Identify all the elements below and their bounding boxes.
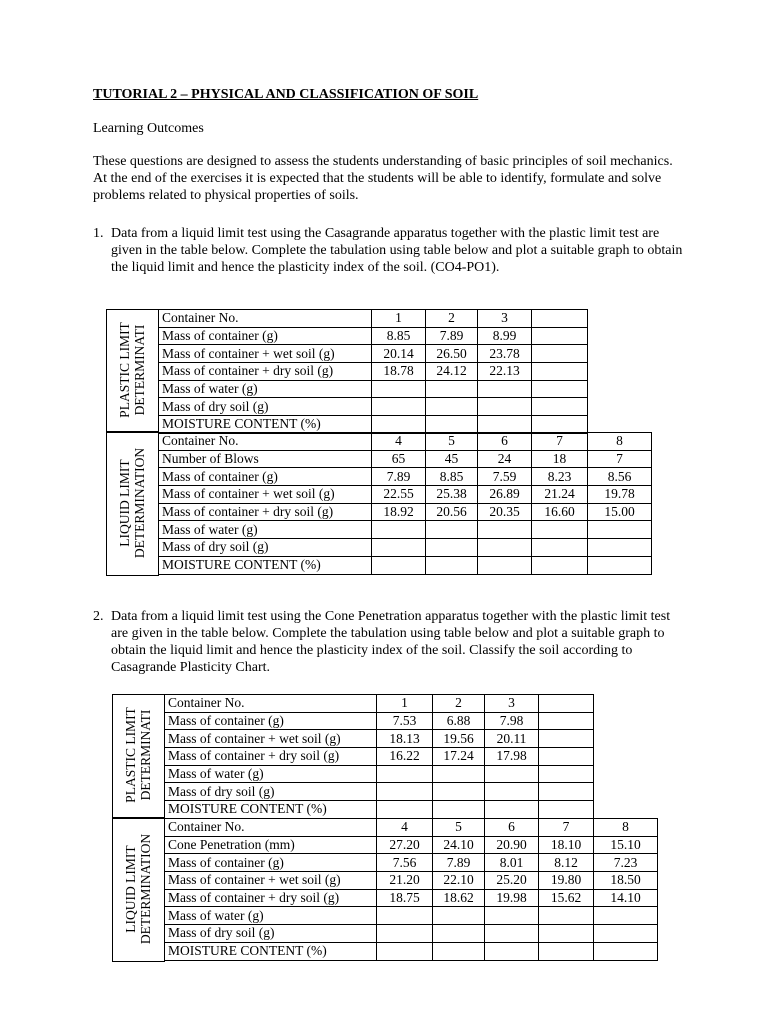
table-row bbox=[159, 345, 588, 363]
value-cell: 19.80 bbox=[539, 872, 594, 890]
value-cell bbox=[532, 556, 588, 574]
value-cell: 5 bbox=[433, 819, 485, 837]
value-cell: 17.24 bbox=[433, 748, 485, 766]
empty-cell bbox=[539, 801, 594, 819]
plastic-label-box bbox=[112, 694, 165, 818]
table-row bbox=[159, 503, 652, 521]
value-cell: 20.35 bbox=[478, 503, 532, 521]
value-cell bbox=[372, 398, 426, 416]
row-label: Mass of dry soil (g) bbox=[159, 539, 372, 557]
side-label-line-1: LIQUID LIMIT bbox=[123, 845, 138, 933]
table-row bbox=[165, 783, 594, 801]
value-cell: 2 bbox=[426, 310, 478, 328]
table-row bbox=[165, 712, 594, 730]
value-cell: 1 bbox=[377, 695, 433, 713]
value-cell: 1 bbox=[372, 310, 426, 328]
empty-cell bbox=[532, 416, 588, 434]
value-cell: 5 bbox=[426, 433, 478, 451]
value-cell bbox=[377, 907, 433, 925]
value-cell bbox=[594, 907, 658, 925]
value-cell bbox=[433, 783, 485, 801]
value-cell: 20.56 bbox=[426, 503, 478, 521]
value-cell: 18.92 bbox=[372, 503, 426, 521]
table-row bbox=[165, 925, 658, 943]
value-cell bbox=[594, 942, 658, 960]
value-cell: 18.62 bbox=[433, 889, 485, 907]
table-row bbox=[165, 765, 594, 783]
row-label: Container No. bbox=[159, 310, 372, 328]
row-label: Mass of container + wet soil (g) bbox=[159, 486, 372, 504]
question-number: 1. bbox=[93, 226, 104, 241]
empty-cell bbox=[532, 363, 588, 381]
value-cell: 4 bbox=[372, 433, 426, 451]
empty-cell bbox=[532, 380, 588, 398]
table-row bbox=[159, 521, 652, 539]
value-cell bbox=[377, 765, 433, 783]
value-cell: 20.90 bbox=[485, 836, 539, 854]
row-label: Mass of container (g) bbox=[165, 854, 377, 872]
table-row bbox=[165, 872, 658, 890]
value-cell: 6 bbox=[485, 819, 539, 837]
value-cell: 19.78 bbox=[588, 486, 652, 504]
value-cell: 7.59 bbox=[478, 468, 532, 486]
row-label: Number of Blows bbox=[159, 450, 372, 468]
value-cell: 45 bbox=[426, 450, 478, 468]
value-cell: 8.56 bbox=[588, 468, 652, 486]
value-cell bbox=[426, 521, 478, 539]
empty-cell bbox=[532, 327, 588, 345]
liquid-label-box bbox=[112, 818, 165, 962]
value-cell: 15.10 bbox=[594, 836, 658, 854]
value-cell bbox=[485, 801, 539, 819]
question-1 bbox=[93, 225, 683, 276]
value-cell: 4 bbox=[377, 819, 433, 837]
question-text: Data from a liquid limit test using the Casagrande apparatus together with the plastic limit test are given in the table below. Complete the tabulation using table below and plot a suitable graph to obtain the liquid limit and hence the plasticity index of the soil. (CO4-PO1). bbox=[111, 226, 683, 275]
question-2 bbox=[93, 608, 683, 676]
row-label: MOISTURE CONTENT (%) bbox=[165, 801, 377, 819]
empty-cell bbox=[539, 712, 594, 730]
row-label: Mass of container + dry soil (g) bbox=[159, 503, 372, 521]
value-cell: 23.78 bbox=[478, 345, 532, 363]
empty-cell bbox=[532, 310, 588, 328]
table-row bbox=[165, 889, 658, 907]
value-cell: 7.89 bbox=[433, 854, 485, 872]
value-cell bbox=[532, 521, 588, 539]
empty-cell bbox=[532, 398, 588, 416]
empty-cell bbox=[539, 783, 594, 801]
value-cell: 24 bbox=[478, 450, 532, 468]
value-cell: 20.11 bbox=[485, 730, 539, 748]
value-cell: 24.12 bbox=[426, 363, 478, 381]
value-cell: 8.12 bbox=[539, 854, 594, 872]
row-label: MOISTURE CONTENT (%) bbox=[159, 556, 372, 574]
value-cell bbox=[377, 801, 433, 819]
row-label: Mass of container + wet soil (g) bbox=[159, 345, 372, 363]
plastic-label-box bbox=[106, 309, 159, 432]
question-number: 2. bbox=[93, 609, 104, 624]
value-cell bbox=[539, 925, 594, 943]
value-cell bbox=[372, 521, 426, 539]
value-cell: 15.62 bbox=[539, 889, 594, 907]
value-cell: 8.85 bbox=[426, 468, 478, 486]
value-cell bbox=[594, 925, 658, 943]
value-cell: 16.22 bbox=[377, 748, 433, 766]
row-label: Mass of dry soil (g) bbox=[165, 925, 377, 943]
value-cell: 26.50 bbox=[426, 345, 478, 363]
value-cell bbox=[377, 942, 433, 960]
table-row bbox=[159, 398, 588, 416]
table-row bbox=[165, 854, 658, 872]
value-cell: 22.10 bbox=[433, 872, 485, 890]
value-cell: 7.53 bbox=[377, 712, 433, 730]
value-cell bbox=[426, 398, 478, 416]
row-label: MOISTURE CONTENT (%) bbox=[159, 416, 372, 434]
row-label: Cone Penetration (mm) bbox=[165, 836, 377, 854]
value-cell bbox=[485, 925, 539, 943]
value-cell bbox=[426, 556, 478, 574]
value-cell: 14.10 bbox=[594, 889, 658, 907]
value-cell bbox=[485, 783, 539, 801]
value-cell bbox=[588, 521, 652, 539]
value-cell: 8 bbox=[588, 433, 652, 451]
table-row bbox=[165, 836, 658, 854]
value-cell: 17.98 bbox=[485, 748, 539, 766]
q2-plastic-limit-table bbox=[164, 694, 594, 819]
table-row bbox=[165, 942, 658, 960]
table-row bbox=[165, 801, 594, 819]
value-cell: 3 bbox=[485, 695, 539, 713]
value-cell bbox=[478, 416, 532, 434]
table-row bbox=[159, 363, 588, 381]
value-cell bbox=[539, 907, 594, 925]
table-row bbox=[159, 327, 588, 345]
row-label: Mass of water (g) bbox=[159, 521, 372, 539]
side-label-line-2: DETERMINATI bbox=[138, 709, 153, 801]
row-label: MOISTURE CONTENT (%) bbox=[165, 942, 377, 960]
value-cell: 8.85 bbox=[372, 327, 426, 345]
side-label-line-1: PLASTIC LIMIT bbox=[117, 322, 132, 418]
row-label: Mass of dry soil (g) bbox=[159, 398, 372, 416]
row-label: Mass of container + dry soil (g) bbox=[165, 748, 377, 766]
value-cell: 8.01 bbox=[485, 854, 539, 872]
value-cell: 25.38 bbox=[426, 486, 478, 504]
row-label: Mass of container + wet soil (g) bbox=[165, 872, 377, 890]
table-row bbox=[159, 380, 588, 398]
value-cell: 21.20 bbox=[377, 872, 433, 890]
value-cell bbox=[588, 539, 652, 557]
side-label-line-1: PLASTIC LIMIT bbox=[123, 707, 138, 803]
value-cell: 8 bbox=[594, 819, 658, 837]
q2-liquid-limit-table bbox=[164, 818, 658, 961]
table-row bbox=[159, 416, 588, 434]
value-cell: 22.55 bbox=[372, 486, 426, 504]
value-cell: 7.89 bbox=[426, 327, 478, 345]
q1-plastic-limit-table bbox=[158, 309, 588, 434]
value-cell bbox=[377, 925, 433, 943]
value-cell: 7 bbox=[588, 450, 652, 468]
row-label: Container No. bbox=[165, 819, 377, 837]
q1-liquid-limit-table bbox=[158, 432, 652, 575]
value-cell bbox=[478, 556, 532, 574]
row-label: Mass of container (g) bbox=[159, 327, 372, 345]
empty-cell bbox=[539, 748, 594, 766]
value-cell: 65 bbox=[372, 450, 426, 468]
row-label: Mass of container + dry soil (g) bbox=[159, 363, 372, 381]
table-row bbox=[165, 748, 594, 766]
value-cell: 18.50 bbox=[594, 872, 658, 890]
empty-cell bbox=[532, 345, 588, 363]
intro-paragraph: These questions are designed to assess the students understanding of basic principles of soil mechanics. At the end of the exercises it is expected that the students will be able to identify, formulate and solve problems related to physical properties of soils. bbox=[93, 154, 673, 203]
table-row bbox=[159, 539, 652, 557]
value-cell: 24.10 bbox=[433, 836, 485, 854]
question-text: Data from a liquid limit test using the Cone Penetration apparatus together with the plastic limit test are given in the table below. Complete the tabulation using table below and plot a suitable graph to obtain the liquid limit and hence the plasticity index of the soil. Classify the soil according to Casagrande Plasticity Chart. bbox=[111, 609, 671, 675]
value-cell: 7.56 bbox=[377, 854, 433, 872]
row-label: Mass of dry soil (g) bbox=[165, 783, 377, 801]
value-cell: 15.00 bbox=[588, 503, 652, 521]
value-cell bbox=[478, 539, 532, 557]
value-cell: 27.20 bbox=[377, 836, 433, 854]
value-cell: 7 bbox=[539, 819, 594, 837]
row-label: Container No. bbox=[159, 433, 372, 451]
empty-cell bbox=[539, 730, 594, 748]
table-row bbox=[165, 730, 594, 748]
value-cell: 3 bbox=[478, 310, 532, 328]
table-row bbox=[159, 433, 652, 451]
page-title: TUTORIAL 2 – PHYSICAL AND CLASSIFICATION OF SOIL bbox=[93, 87, 479, 102]
value-cell bbox=[532, 539, 588, 557]
value-cell: 20.14 bbox=[372, 345, 426, 363]
side-label-line-2: DETERMINATI bbox=[132, 324, 147, 416]
value-cell: 6 bbox=[478, 433, 532, 451]
row-label: Mass of container + dry soil (g) bbox=[165, 889, 377, 907]
value-cell bbox=[478, 521, 532, 539]
value-cell: 25.20 bbox=[485, 872, 539, 890]
table-row bbox=[159, 310, 588, 328]
side-label-line-2: DETERMINATION bbox=[132, 447, 147, 559]
value-cell bbox=[485, 765, 539, 783]
value-cell bbox=[426, 539, 478, 557]
table-row bbox=[159, 486, 652, 504]
row-label: Mass of water (g) bbox=[165, 765, 377, 783]
value-cell: 16.60 bbox=[532, 503, 588, 521]
row-label: Mass of water (g) bbox=[159, 380, 372, 398]
table-row bbox=[165, 907, 658, 925]
value-cell: 22.13 bbox=[478, 363, 532, 381]
value-cell bbox=[485, 942, 539, 960]
value-cell: 8.23 bbox=[532, 468, 588, 486]
learning-outcomes-heading: Learning Outcomes bbox=[93, 121, 204, 136]
value-cell: 18.75 bbox=[377, 889, 433, 907]
value-cell bbox=[426, 380, 478, 398]
value-cell bbox=[478, 380, 532, 398]
value-cell: 7.89 bbox=[372, 468, 426, 486]
empty-cell bbox=[539, 765, 594, 783]
value-cell: 18.13 bbox=[377, 730, 433, 748]
value-cell bbox=[433, 942, 485, 960]
value-cell: 7 bbox=[532, 433, 588, 451]
row-label: Mass of water (g) bbox=[165, 907, 377, 925]
value-cell: 18 bbox=[532, 450, 588, 468]
value-cell bbox=[433, 765, 485, 783]
value-cell: 7.23 bbox=[594, 854, 658, 872]
row-label: Mass of container + wet soil (g) bbox=[165, 730, 377, 748]
side-label-line-1: LIQUID LIMIT bbox=[117, 459, 132, 547]
row-label: Container No. bbox=[165, 695, 377, 713]
value-cell bbox=[377, 783, 433, 801]
value-cell bbox=[539, 942, 594, 960]
value-cell: 21.24 bbox=[532, 486, 588, 504]
value-cell bbox=[372, 539, 426, 557]
liquid-label-box bbox=[106, 432, 159, 576]
value-cell bbox=[588, 556, 652, 574]
value-cell bbox=[426, 416, 478, 434]
value-cell bbox=[433, 925, 485, 943]
value-cell bbox=[433, 907, 485, 925]
value-cell: 18.78 bbox=[372, 363, 426, 381]
value-cell: 19.56 bbox=[433, 730, 485, 748]
value-cell: 7.98 bbox=[485, 712, 539, 730]
value-cell: 6.88 bbox=[433, 712, 485, 730]
value-cell bbox=[372, 556, 426, 574]
value-cell: 19.98 bbox=[485, 889, 539, 907]
value-cell: 8.99 bbox=[478, 327, 532, 345]
table-row bbox=[159, 468, 652, 486]
row-label: Mass of container (g) bbox=[165, 712, 377, 730]
table-row bbox=[165, 819, 658, 837]
value-cell: 26.89 bbox=[478, 486, 532, 504]
row-label: Mass of container (g) bbox=[159, 468, 372, 486]
empty-cell bbox=[539, 695, 594, 713]
value-cell bbox=[372, 416, 426, 434]
table-row bbox=[159, 556, 652, 574]
value-cell bbox=[372, 380, 426, 398]
value-cell: 18.10 bbox=[539, 836, 594, 854]
table-row bbox=[159, 450, 652, 468]
side-label-line-2: DETERMINATION bbox=[138, 833, 153, 945]
table-row bbox=[165, 695, 594, 713]
value-cell: 2 bbox=[433, 695, 485, 713]
value-cell bbox=[433, 801, 485, 819]
value-cell bbox=[485, 907, 539, 925]
value-cell bbox=[478, 398, 532, 416]
